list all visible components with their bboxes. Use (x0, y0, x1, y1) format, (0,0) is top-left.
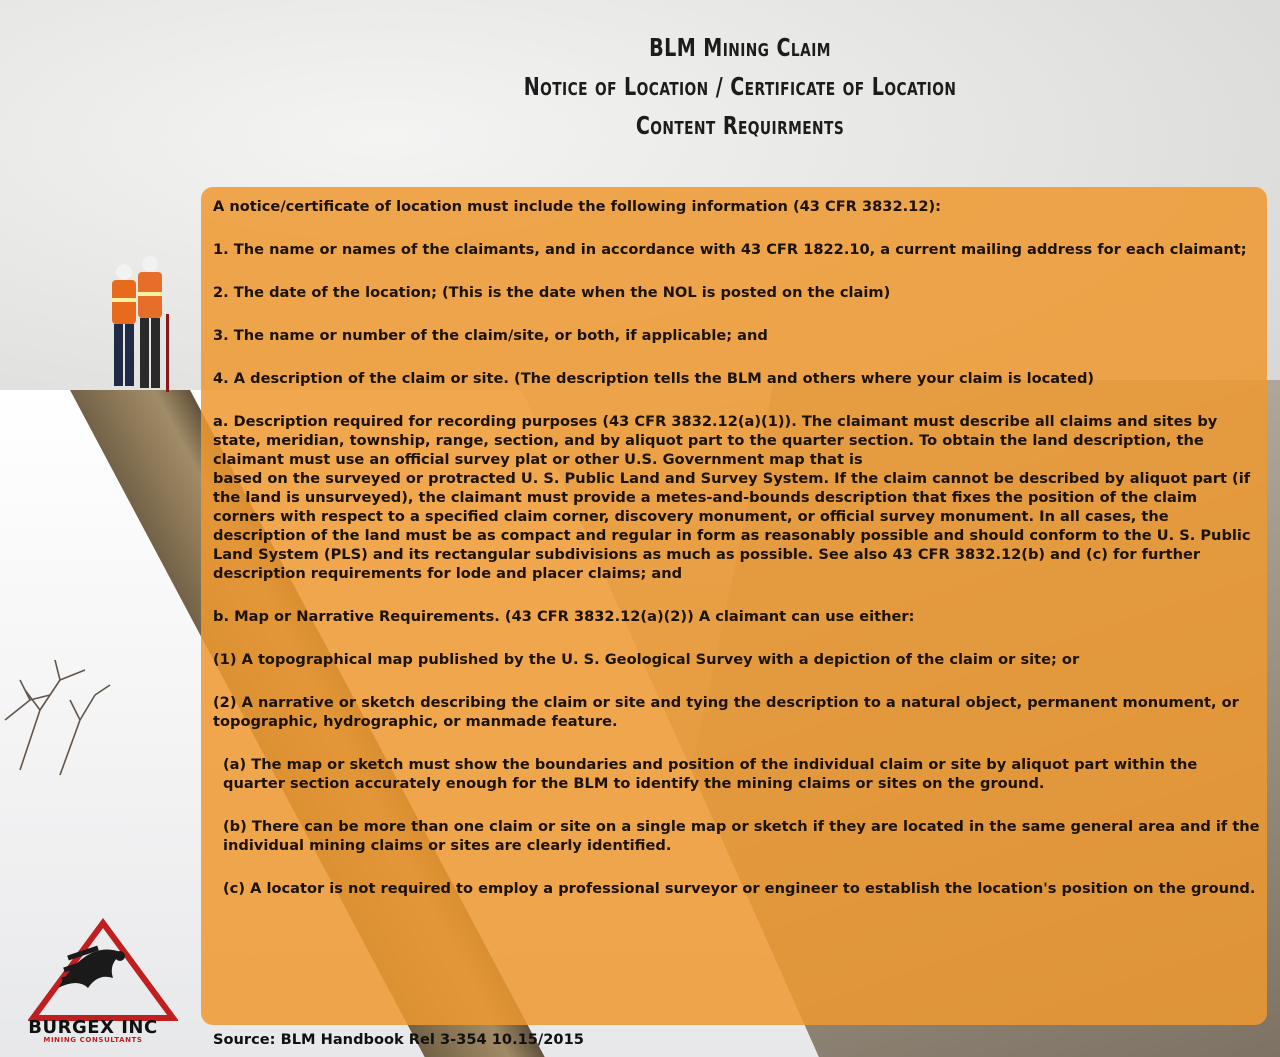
sub-item-c: (c) A locator is not required to employ a professional surveyor or engineer to establish the location's position on the ground. (223, 880, 1256, 897)
page-title (420, 28, 1060, 145)
sub-item-b: (b) There can be more than one claim or site on a single map or sketch if they are located in the same general area and if the individual mining claims or sites are clearly identified. (223, 818, 1260, 854)
title-line-2: Notice of Location / Certificate of Location (523, 72, 957, 101)
title-line-3: Content Requirments (635, 111, 845, 140)
source-citation: Source: BLM Handbook Rel 3-354 10.15/2015 (213, 1031, 584, 1048)
option-1: (1) A topographical map published by the U. S. Geological Survey with a depiction of the claim or site; or (213, 651, 1080, 668)
requirements-text (213, 197, 1263, 922)
item-b: b. Map or Narrative Requirements. (43 CFR 3832.12(a)(2)) A claimant can use either: (213, 608, 915, 625)
item-3: 3. The name or number of the claim/site, or both, if applicable; and (213, 327, 768, 344)
item-4: 4. A description of the claim or site. (The description tells the BLM and others where your claim is located) (213, 370, 1095, 387)
sub-item-a: (a) The map or sketch must show the boundaries and position of the individual claim or site by aliquot part within the quarter section accurately enough for the BLM to identify the mining claims or sites on the ground. (223, 756, 1198, 792)
logo-name: BURGEX INC (28, 1017, 158, 1038)
intro-paragraph: A notice/certificate of location must include the following information (43 CFR 3832.12): (213, 198, 941, 215)
shrubs (0, 600, 200, 780)
item-1: 1. The name or names of the claimants, and in accordance with 43 CFR 1822.10, a current mailing address for each claimant; (213, 241, 1247, 258)
item-2: 2. The date of the location; (This is the date when the NOL is posted on the claim) (213, 284, 891, 301)
geologist-figure-2 (128, 254, 176, 394)
item-a: a. Description required for recording purposes (43 CFR 3832.12(a)(1)). The claimant must describe all claims and sites by state, meridian, township, range, section, and by aliquot part to the quarter section. To obtain the land description, the claimant must use an official survey plat or other U.S. Government map that is based on the surveyed or protracted U. S. Public Land and Survey System. If the claim cannot be described by aliquot part (if the land is unsurveyed), the claimant must provide a metes-and-bounds description that fixes the position of the claim corners with respect to a specified claim corner, discovery monument, or official survey monument. In all cases, the description of the land must be as compact and regular in form as reasonably possible and should conform to the U. S. Public Land System (PLS) and its rectangular subdivisions as much as possible. See also 43 CFR 3832.12(b) and (c) for further description requirements for lode and placer claims; and (213, 413, 1251, 582)
option-2: (2) A narrative or sketch describing the claim or site and tying the description to a natural object, permanent monument, or topographic, hydrographic, or manmade feature. (213, 694, 1239, 730)
logo-tagline: MINING CONSULTANTS (43, 1036, 143, 1044)
title-line-1: BLM Mining Claim (649, 33, 831, 62)
